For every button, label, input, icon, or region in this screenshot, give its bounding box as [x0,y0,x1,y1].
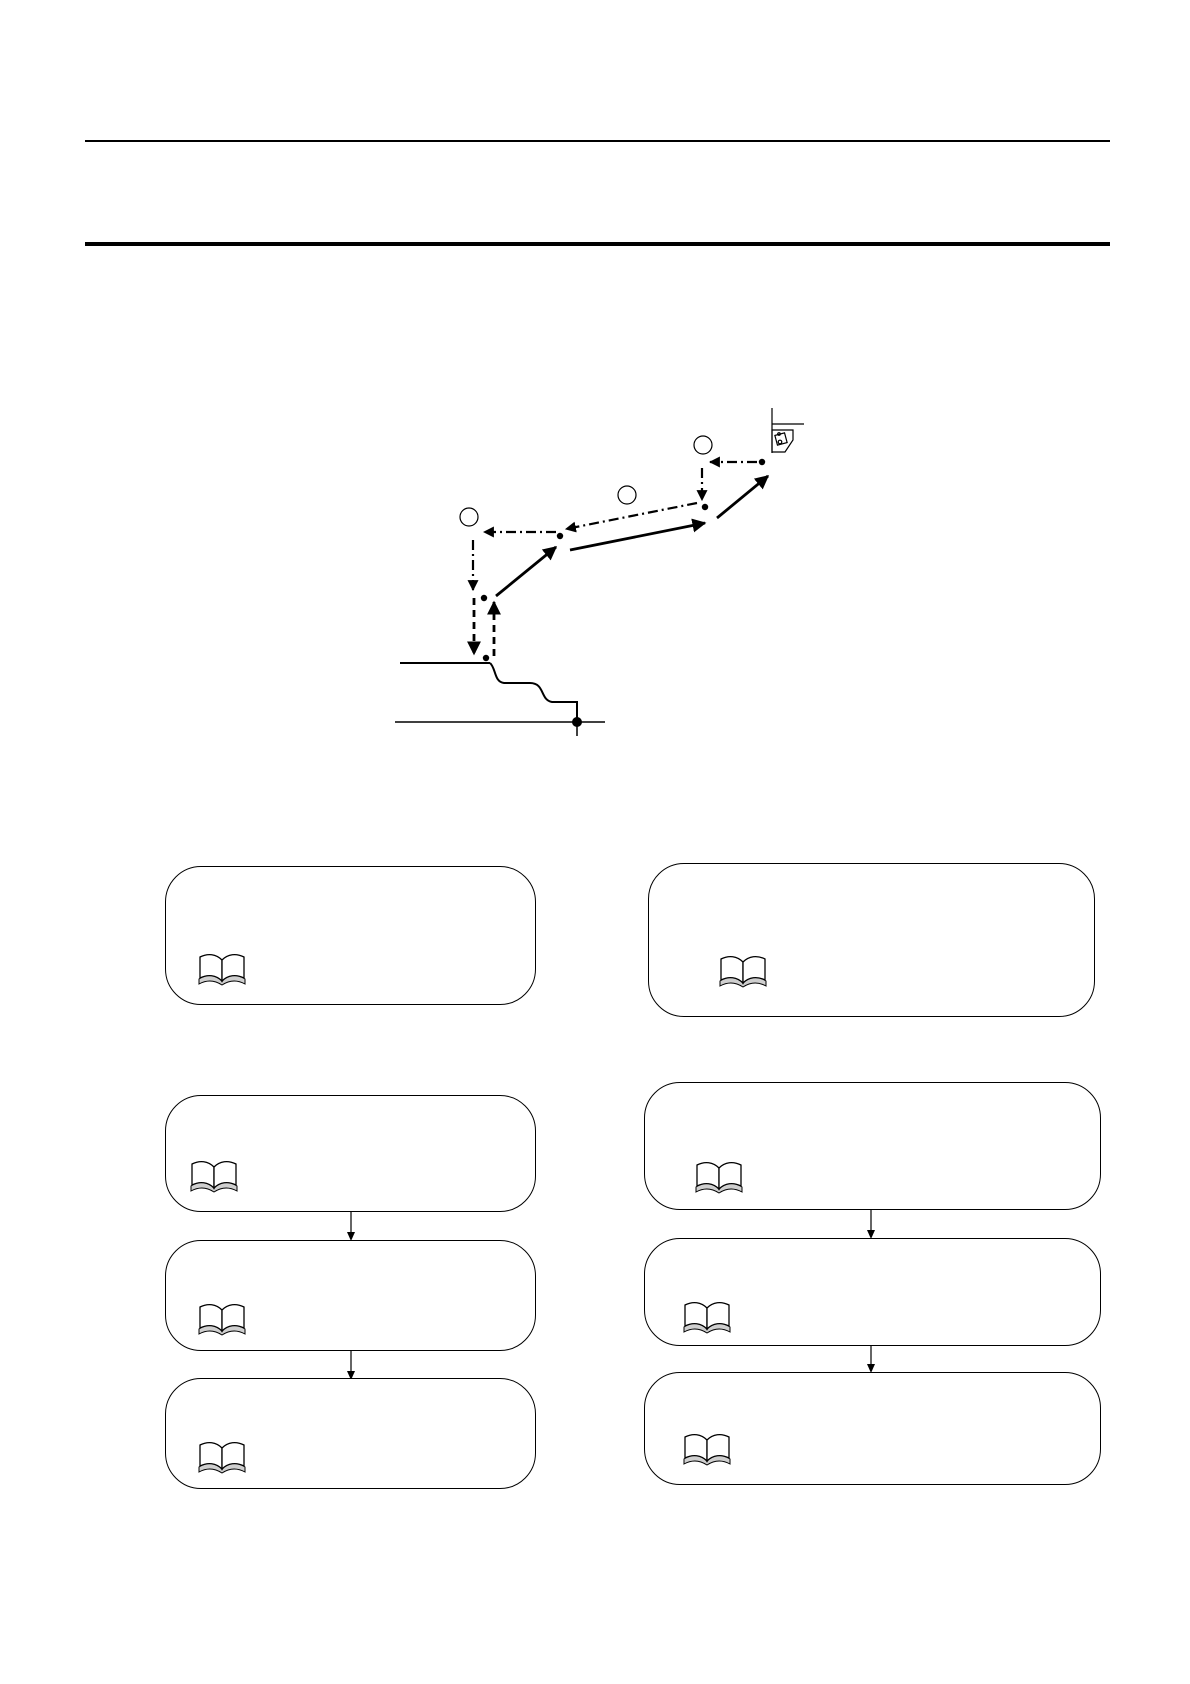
open-book-icon [681,1431,733,1467]
cutting-feed-paths [496,476,768,596]
flow-arrow-right-2 [865,1346,877,1374]
flow-box-right-4 [644,1372,1101,1485]
step-marker-2 [618,486,636,504]
open-book-icon [188,1158,240,1194]
open-book-icon [681,1299,733,1335]
program-origin-point [572,717,582,727]
flow-box-left-3 [165,1240,536,1351]
flow-arrow-right-1 [865,1210,877,1240]
flow-box-left-4 [165,1378,536,1489]
rapid-traverse-paths [473,462,757,590]
workpiece-profile [395,663,605,736]
flow-arrow-left-2 [345,1351,357,1381]
open-book-icon [196,1439,248,1475]
flow-box-left-1 [165,866,536,1005]
flow-box-left-2 [165,1095,536,1212]
step-marker-1 [694,436,712,454]
open-book-icon [196,951,248,987]
open-book-icon [693,1159,745,1195]
tool-holder-icon [772,408,804,453]
flow-box-right-1 [648,863,1095,1017]
path-points [481,459,765,661]
flow-arrow-left-1 [345,1212,357,1242]
flow-box-right-2 [644,1082,1101,1210]
open-book-icon [717,953,769,989]
step-markers [460,436,712,526]
retract-approach-paths [474,598,494,656]
flow-box-right-3 [644,1238,1101,1346]
open-book-icon [196,1301,248,1337]
step-marker-3 [460,508,478,526]
tool-path-diagram [0,0,1190,760]
